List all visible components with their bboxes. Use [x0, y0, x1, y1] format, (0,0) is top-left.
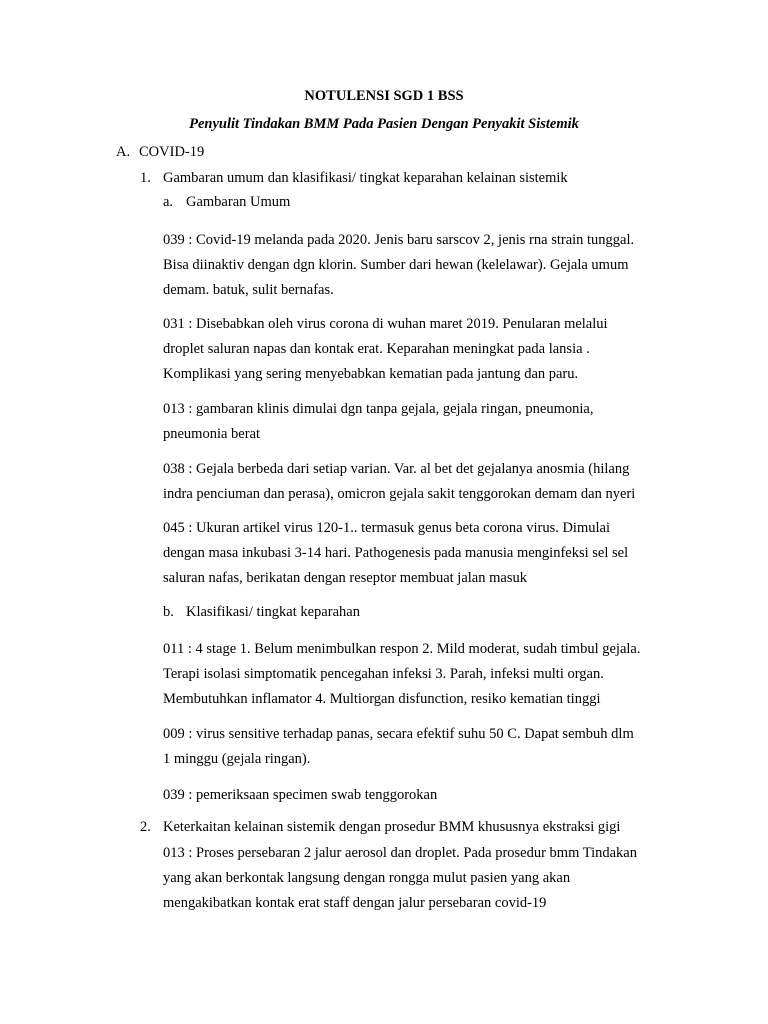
note-paragraph — [163, 516, 703, 591]
sub-a-heading: Gambaran Umum — [186, 194, 291, 210]
note-paragraph — [163, 637, 703, 712]
note-paragraph — [163, 228, 703, 303]
document-title: NOTULENSI SGD 1 BSS — [304, 88, 464, 104]
note-line: 039 : Covid-19 melanda pada 2020. Jenis baru sarscov 2, jenis rna strain tunggal. — [163, 232, 635, 248]
note-line: 013 : gambaran klinis dimulai dgn tanpa gejala, gejala ringan, pneumonia, — [163, 401, 594, 417]
item-1-marker: 1. — [140, 170, 151, 186]
item-1-heading: Gambaran umum dan klasifikasi/ tingkat keparahan kelainan sistemik — [163, 170, 568, 186]
note-line: Membutuhkan inflamator 4. Multiorgan disfunction, resiko kematian tinggi — [163, 691, 601, 707]
note-paragraph — [163, 312, 703, 387]
sub-b-heading: Klasifikasi/ tingkat keparahan — [186, 604, 360, 620]
note-line: 031 : Disebabkan oleh virus corona di wuhan maret 2019. Penularan melalui — [163, 316, 608, 332]
note-line: demam. batuk, sulit bernafas. — [163, 282, 334, 298]
note-line: dengan masa inkubasi 3-14 hari. Pathogenesis pada manusia menginfeksi sel sel — [163, 545, 629, 561]
section-a-heading: COVID-19 — [139, 144, 205, 160]
section-a-marker: A. — [116, 144, 131, 160]
note-line: mengakibatkan kontak erat staff dengan jalur persebaran covid-19 — [163, 895, 547, 911]
note-paragraph — [163, 457, 703, 507]
note-paragraph — [163, 722, 703, 772]
note-line: 039 : pemeriksaan specimen swab tenggorokan — [163, 787, 438, 803]
note-line: 1 minggu (gejala ringan). — [163, 751, 311, 767]
item-2-marker: 2. — [140, 819, 151, 835]
note-paragraph — [163, 841, 703, 916]
item-2-heading: Keterkaitan kelainan sistemik dengan prosedur BMM khususnya ekstraksi gigi — [163, 819, 621, 835]
note-line: saluran nafas, berikatan dengan reseptor membuat jalan masuk — [163, 570, 527, 586]
document-subtitle: Penyulit Tindakan BMM Pada Pasien Dengan Penyakit Sistemik — [189, 116, 579, 132]
note-line: 045 : Ukuran artikel virus 120-1.. termasuk genus beta corona virus. Dimulai — [163, 520, 610, 536]
note-line: droplet saluran napas dan kontak erat. Keparahan meningkat pada lansia . — [163, 341, 590, 357]
note-line: 038 : Gejala berbeda dari setiap varian. Var. al bet det gejalanya anosmia (hilang — [163, 461, 630, 477]
note-line: Bisa diinaktiv dengan dgn klorin. Sumber dari hewan (kelelawar). Gejala umum — [163, 257, 629, 273]
note-line: pneumonia berat — [163, 426, 261, 442]
note-paragraph — [163, 783, 703, 808]
note-line: 011 : 4 stage 1. Belum menimbulkan respon 2. Mild moderat, sudah timbul gejala. — [163, 641, 641, 657]
note-paragraph — [163, 397, 703, 447]
sub-b-marker: b. — [163, 604, 174, 620]
note-line: Komplikasi yang sering menyebabkan kematian pada jantung dan paru. — [163, 366, 579, 382]
sub-a-marker: a. — [163, 194, 174, 210]
note-line: Terapi isolasi simptomatik pencegahan infeksi 3. Parah, infeksi multi organ. — [163, 666, 604, 682]
note-line: 009 : virus sensitive terhadap panas, secara efektif suhu 50 C. Dapat sembuh dlm — [163, 726, 634, 742]
note-line: 013 : Proses persebaran 2 jalur aerosol dan droplet. Pada prosedur bmm Tindakan — [163, 845, 637, 861]
note-line: yang akan berkontak langsung dengan rongga mulut pasien yang akan — [163, 870, 571, 886]
note-line: indra penciuman dan perasa), omicron gejala sakit tenggorokan demam dan nyeri — [163, 486, 636, 502]
